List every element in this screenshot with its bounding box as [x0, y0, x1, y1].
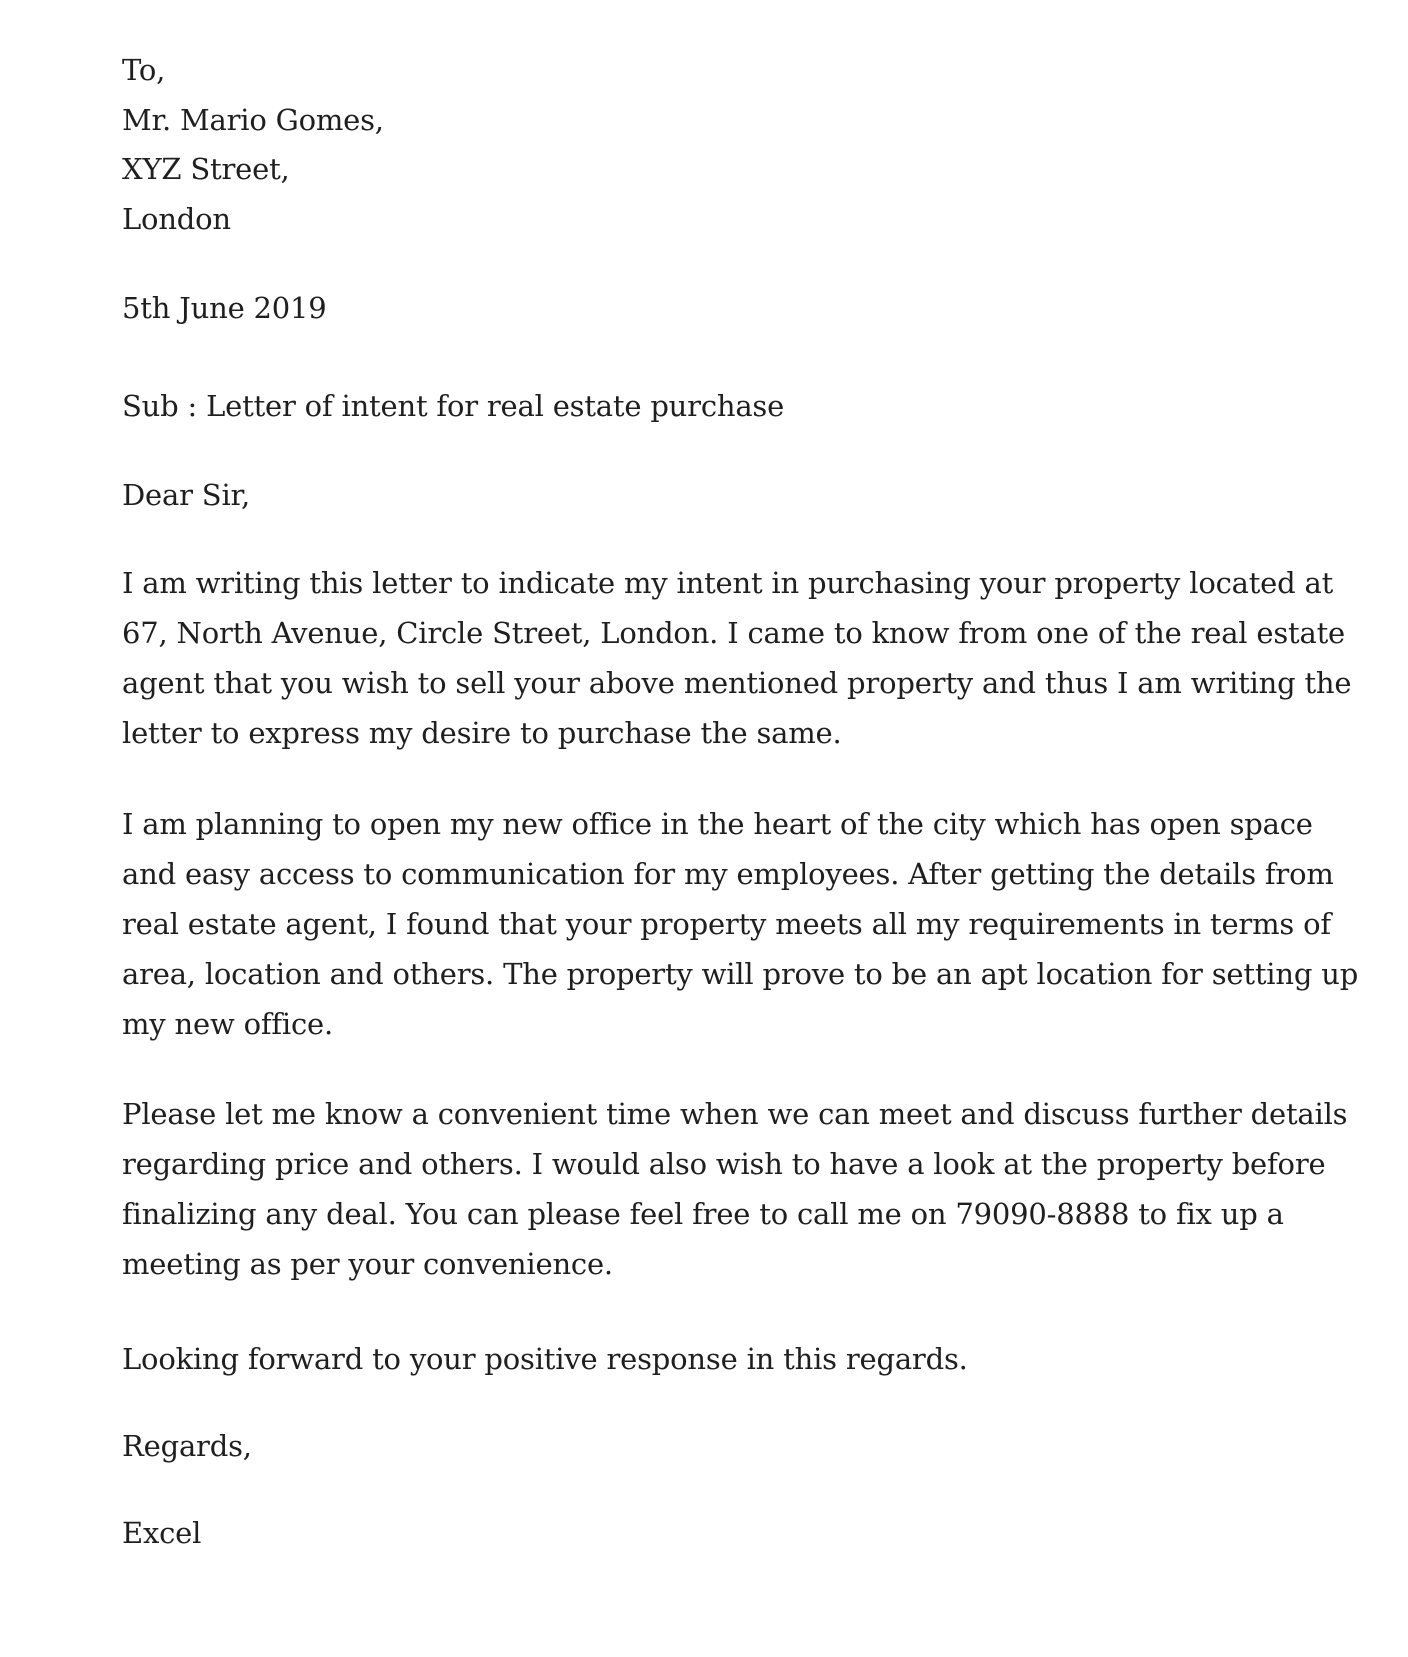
paragraph-line: and easy access to communication for my employees. After getting the details from	[122, 857, 1334, 891]
salutation: Dear Sir,	[122, 478, 251, 512]
to-label: To,	[122, 53, 166, 87]
paragraph-line: area, location and others. The property will prove to be an apt location for setting up	[122, 957, 1359, 991]
signature-name: Excel	[122, 1516, 202, 1550]
paragraph-line: finalizing any deal. You can please feel free to call me on 79090-8888 to fix up a	[122, 1197, 1284, 1231]
paragraph-line: real estate agent, I found that your property meets all my requirements in terms of	[122, 907, 1331, 941]
paragraph-intent	[122, 558, 1352, 758]
sign-off: Regards,	[122, 1429, 252, 1463]
recipient-street: XYZ Street,	[122, 152, 290, 186]
paragraph-line: regarding price and others. I would also wish to have a look at the property before	[122, 1147, 1326, 1181]
paragraph-line: 67, North Avenue, Circle Street, London. I came to know from one of the real estate	[122, 616, 1345, 650]
recipient-city: London	[122, 202, 231, 236]
recipient-name: Mr. Mario Gomes,	[122, 103, 384, 137]
paragraph-line: I am writing this letter to indicate my intent in purchasing your property located at	[122, 566, 1334, 600]
paragraph-office-plans	[122, 799, 1359, 1049]
paragraph-line: I am planning to open my new office in the heart of the city which has open space	[122, 807, 1313, 841]
paragraph-line: my new office.	[122, 1007, 334, 1041]
paragraph-line: meeting as per your convenience.	[122, 1247, 613, 1281]
paragraph-line: letter to express my desire to purchase the same.	[122, 716, 842, 750]
paragraph-meeting-request	[122, 1089, 1348, 1289]
paragraph-line: agent that you wish to sell your above mentioned property and thus I am writing the	[122, 666, 1352, 700]
letter-subject: Sub : Letter of intent for real estate purchase	[122, 389, 785, 423]
paragraph-line: Please let me know a convenient time when we can meet and discuss further details	[122, 1097, 1348, 1131]
letter-date: 5th June 2019	[122, 291, 327, 325]
closing-line: Looking forward to your positive response in this regards.	[122, 1342, 968, 1376]
